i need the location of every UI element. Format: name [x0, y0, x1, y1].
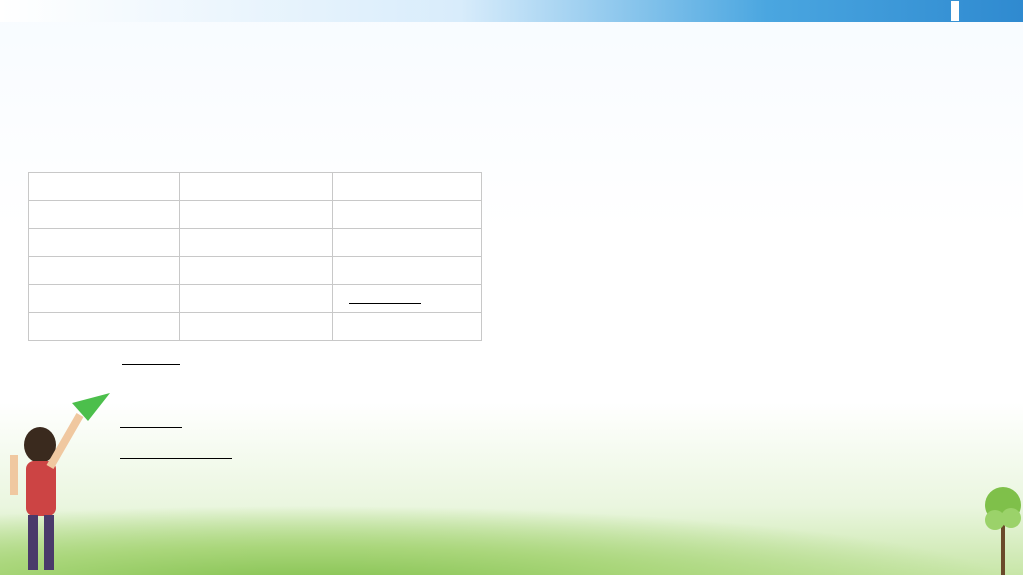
table-cell: [180, 285, 333, 313]
answer-blank: [349, 289, 421, 304]
table-cell: [29, 257, 180, 285]
table-cell: [333, 201, 482, 229]
table-row: [29, 201, 482, 229]
child-with-paper-plane-illustration: [0, 375, 120, 575]
table-cell: [333, 257, 482, 285]
table-cell: [333, 313, 482, 341]
answer-blank: [120, 440, 232, 459]
table-cell: [29, 285, 180, 313]
table-cell: [29, 201, 180, 229]
table-cell: [180, 201, 333, 229]
question-2-line-2: [120, 409, 182, 443]
table-cell: [29, 313, 180, 341]
table-row: [29, 313, 482, 341]
table-cell: [180, 257, 333, 285]
banner-slogan: [951, 1, 959, 21]
answer-blank: [122, 346, 180, 365]
guess-question: [122, 346, 180, 373]
table-row: [29, 229, 482, 257]
table-header-cell: [180, 173, 333, 201]
table-cell: [29, 229, 180, 257]
answer-blank-cell: [333, 285, 482, 313]
coordinate-figure: [595, 430, 995, 570]
table-cell: [180, 313, 333, 341]
table-header-row: [29, 173, 482, 201]
question-2-line-3: [120, 440, 232, 467]
table-header-cell: [29, 173, 180, 201]
table-header-cell: [333, 173, 482, 201]
table-row: [29, 285, 482, 313]
table-row: [29, 257, 482, 285]
feature-point-table: [28, 172, 482, 341]
table-cell: [333, 229, 482, 257]
table-cell: [180, 229, 333, 257]
answer-blank: [120, 409, 182, 428]
top-banner: [0, 0, 1023, 22]
hexagon-figures: [488, 110, 1008, 250]
